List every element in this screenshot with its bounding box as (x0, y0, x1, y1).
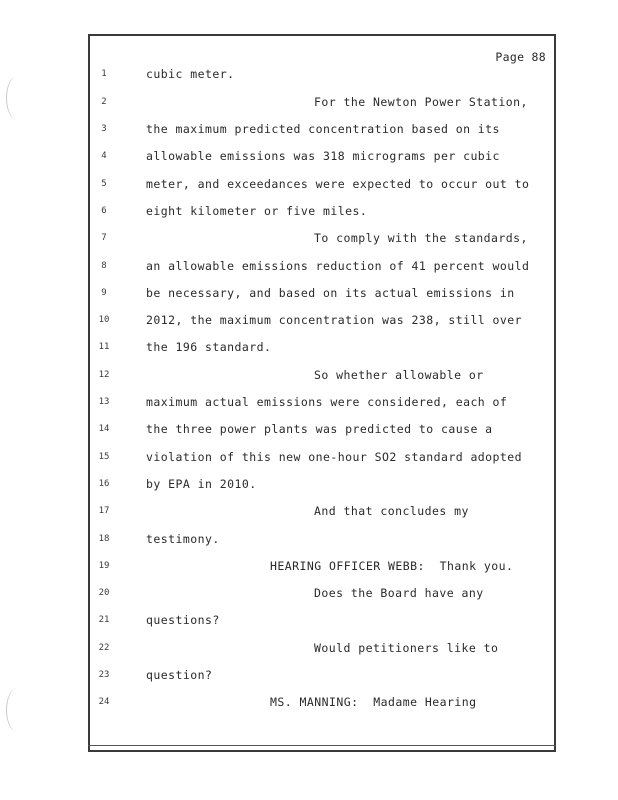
line-number: 4 (101, 151, 107, 161)
line-number: 20 (98, 588, 110, 598)
line-number: 12 (98, 370, 110, 380)
transcript-line (0, 177, 618, 197)
line-number: 3 (101, 124, 107, 134)
line-text: testimony. (146, 532, 220, 546)
line-text: the 196 standard. (146, 340, 272, 354)
line-text: the three power plants was predicted to cause a (146, 422, 493, 436)
transcript-line (0, 95, 618, 115)
line-number: 17 (98, 506, 110, 516)
line-text: For the Newton Power Station, (314, 95, 528, 109)
line-text: To comply with the standards, (314, 231, 528, 245)
line-number: 5 (101, 179, 107, 189)
transcript-line (0, 259, 618, 279)
line-number: 9 (101, 288, 107, 298)
transcript-line (0, 641, 618, 661)
line-number: 19 (98, 561, 110, 571)
transcript-line (0, 395, 618, 415)
line-text: maximum actual emissions were considered, each of (146, 395, 508, 409)
transcript-line (0, 504, 618, 524)
line-number: 14 (98, 424, 110, 434)
transcript-line (0, 67, 618, 87)
line-number: 24 (98, 697, 110, 707)
transcript-line (0, 532, 618, 552)
transcript-line (0, 286, 618, 306)
page-bottom-rule (88, 745, 556, 746)
line-text: MS. MANNING: Madame Hearing (270, 695, 477, 709)
line-text: cubic meter. (146, 67, 235, 81)
transcript-line (0, 422, 618, 442)
transcript-line (0, 122, 618, 142)
line-text: violation of this new one-hour SO2 standard adopted (146, 450, 523, 464)
transcript-line (0, 613, 618, 633)
line-text: question? (146, 668, 213, 682)
line-number: 22 (98, 643, 110, 653)
line-text: meter, and exceedances were expected to occur out to (146, 177, 530, 191)
line-number: 11 (98, 342, 110, 352)
line-text: questions? (146, 613, 220, 627)
transcript-line (0, 586, 618, 606)
line-text: HEARING OFFICER WEBB: Thank you. (270, 559, 514, 573)
line-text: Would petitioners like to (314, 641, 499, 655)
transcript-line (0, 340, 618, 360)
line-number: 23 (98, 670, 110, 680)
transcript-line (0, 313, 618, 333)
line-text: be necessary, and based on its actual emissions in (146, 286, 515, 300)
line-text: And that concludes my (314, 504, 469, 518)
transcript-line (0, 559, 618, 579)
line-text: So whether allowable or (314, 368, 484, 382)
line-text: by EPA in 2010. (146, 477, 257, 491)
line-number: 1 (101, 69, 107, 79)
line-text: the maximum predicted concentration based on its (146, 122, 500, 136)
line-text: allowable emissions was 318 micrograms per cubic (146, 149, 500, 163)
line-number: 18 (98, 534, 110, 544)
line-number: 7 (101, 233, 107, 243)
line-number: 15 (98, 452, 110, 462)
line-number: 2 (101, 97, 107, 107)
line-number: 6 (101, 206, 107, 216)
transcript-line (0, 149, 618, 169)
line-number: 16 (98, 479, 110, 489)
transcript-line (0, 368, 618, 388)
transcript-line (0, 668, 618, 688)
line-number: 8 (101, 261, 107, 271)
line-text: 2012, the maximum concentration was 238, still over (146, 313, 523, 327)
transcript-line (0, 695, 618, 715)
line-text: an allowable emissions reduction of 41 percent would (146, 259, 530, 273)
transcript-line (0, 204, 618, 224)
transcript-line (0, 477, 618, 497)
line-number: 10 (98, 315, 110, 325)
line-number: 21 (98, 615, 110, 625)
line-text: Does the Board have any (314, 586, 484, 600)
transcript-line (0, 450, 618, 470)
line-text: eight kilometer or five miles. (146, 204, 368, 218)
transcript-line (0, 231, 618, 251)
line-number: 13 (98, 397, 110, 407)
page-number: Page 88 (495, 50, 546, 64)
